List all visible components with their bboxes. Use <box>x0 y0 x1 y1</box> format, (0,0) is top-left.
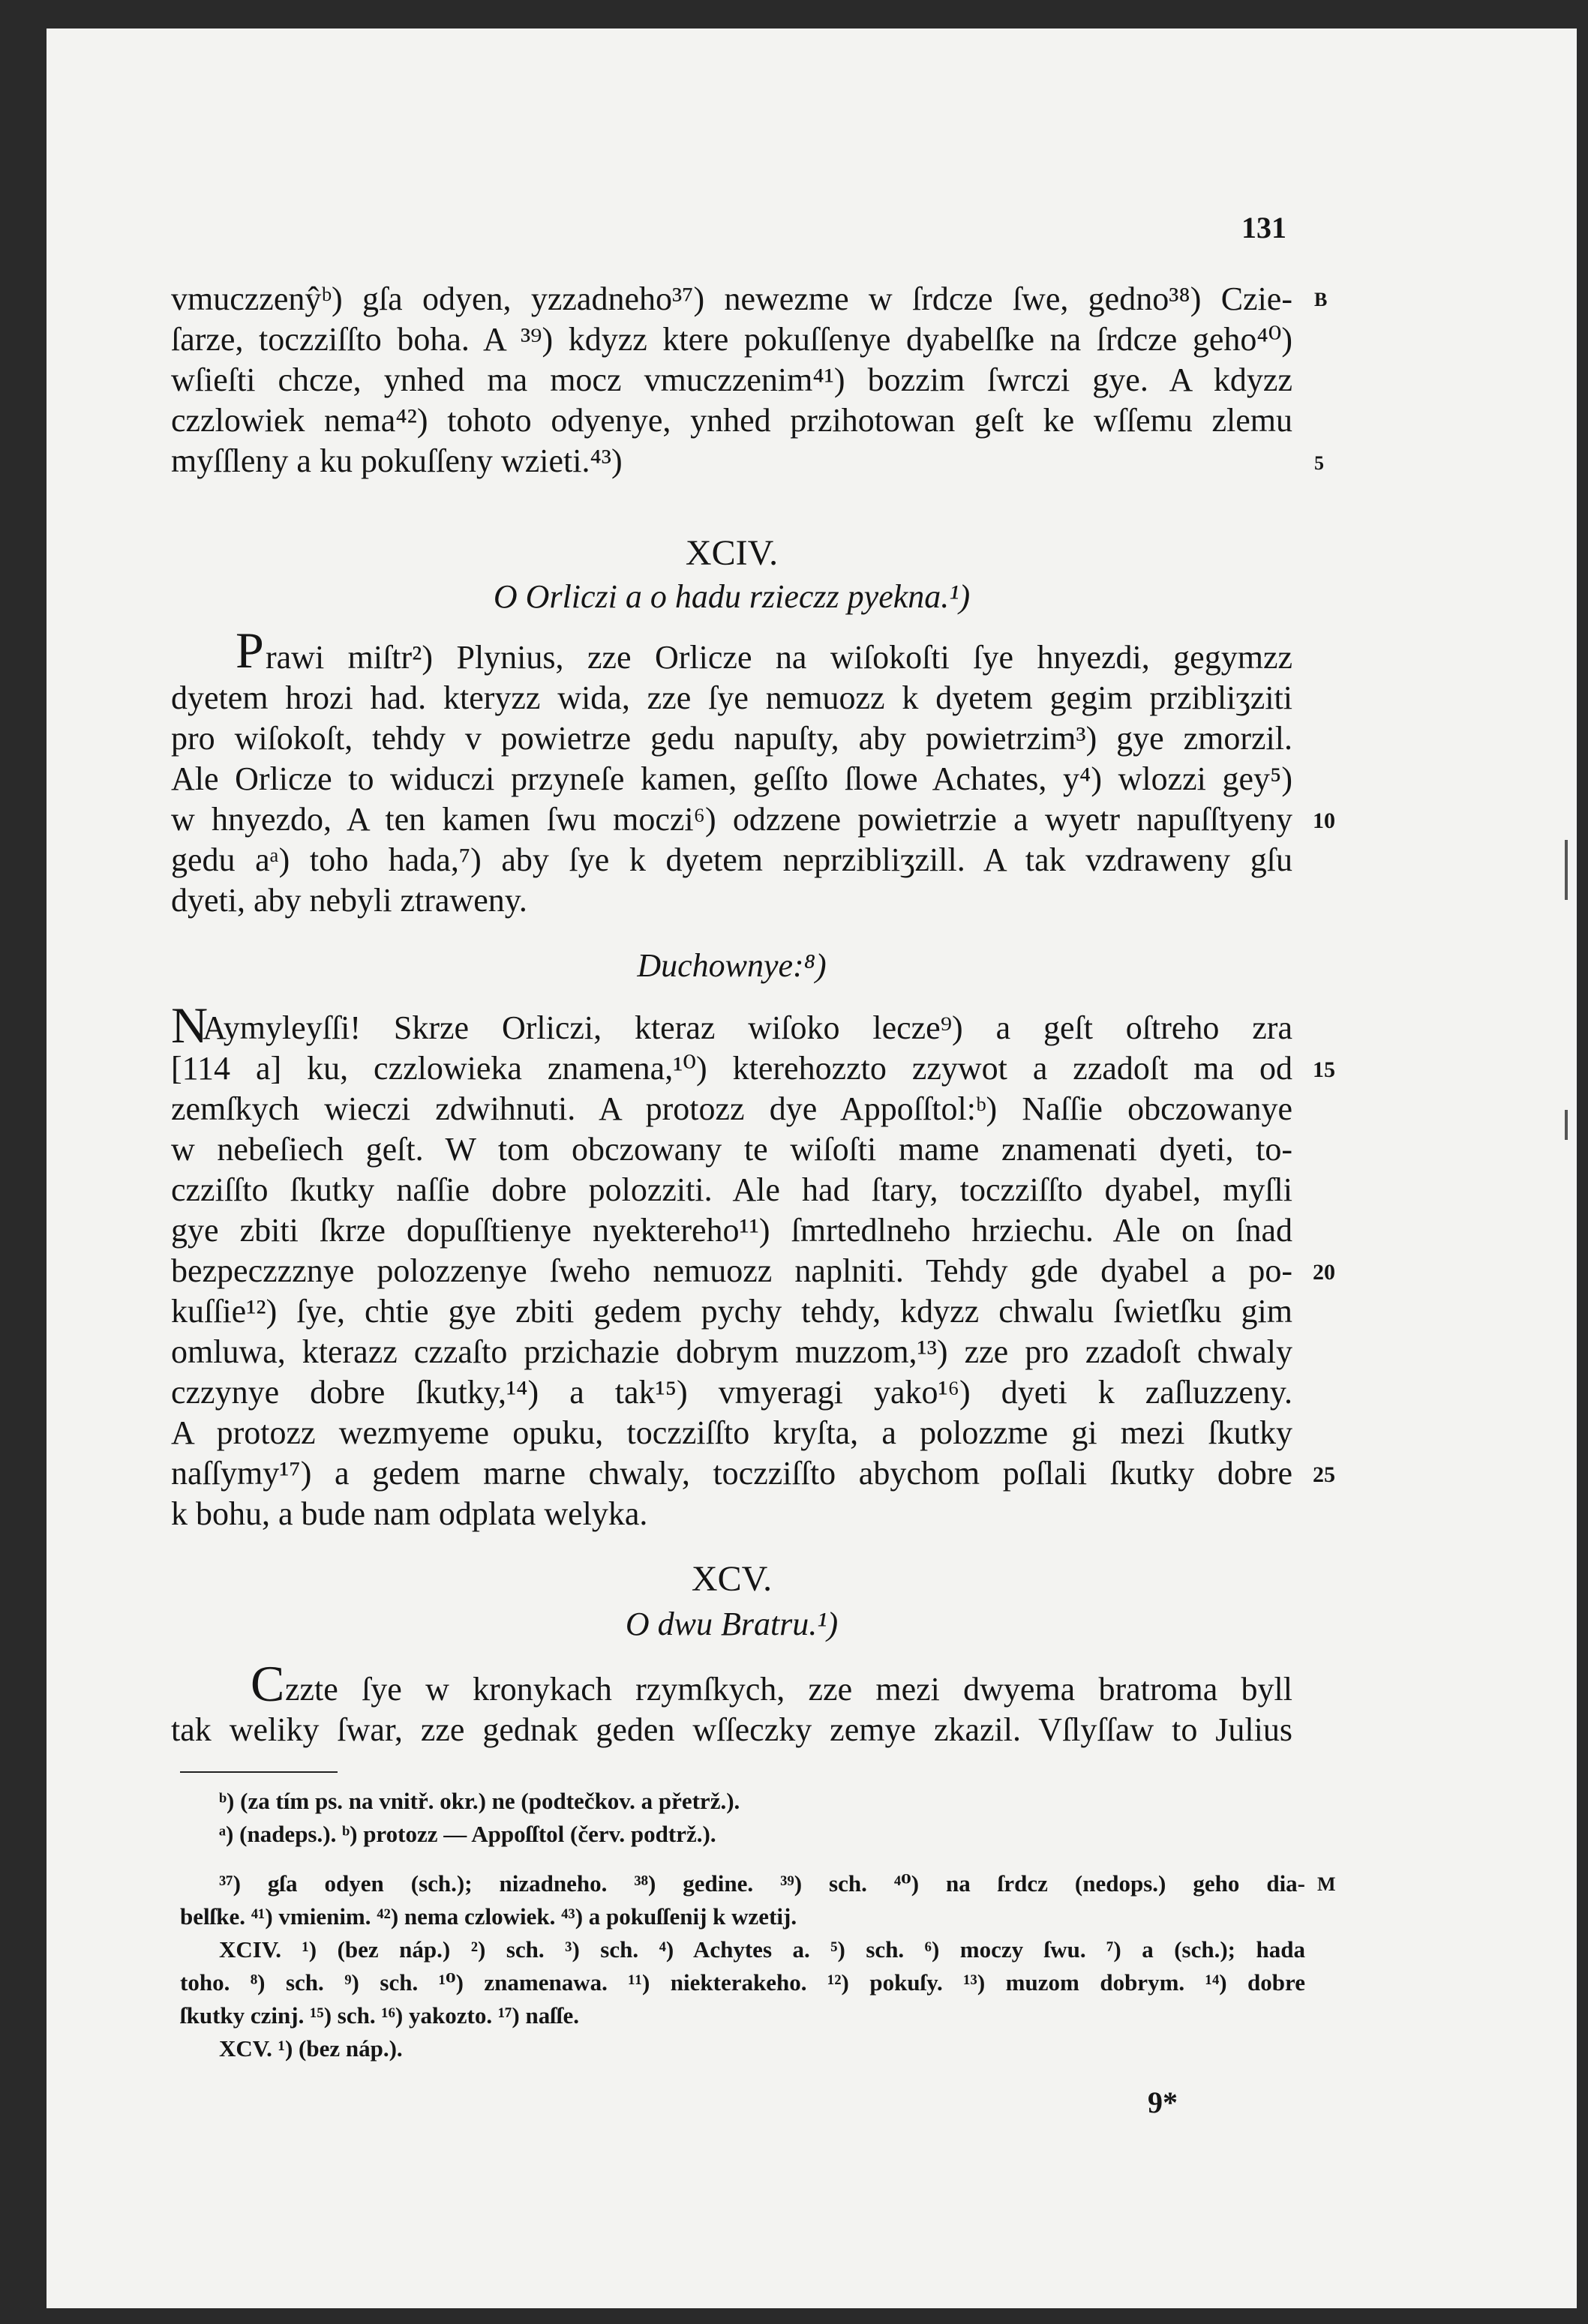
text-line: naſſymy¹⁷) a gedem marne chwaly, toczziſſto abychom poſlali ſkutky dobre <box>171 1455 1292 1492</box>
footnote-apparatus: XCV. ¹) (bez náp.). <box>219 2035 403 2062</box>
footnote-apparatus: toho. ⁸) sch. ⁹) sch. ¹⁰) znamenawa. ¹¹) niekterakeho. ¹²) pokuſy. ¹³) muzom dobrym. ¹⁴) dobre <box>180 1969 1305 1996</box>
margin-line-number: 5 <box>1314 452 1324 474</box>
subheading: Duchownye:⁸) <box>637 947 827 984</box>
text-line: Ale Orlicze to widuczi przyneſe kamen, geſſto ſlowe Achates, y⁴) wlozzi gey⁵) <box>171 760 1292 797</box>
text-line: w hnyezdo, A ten kamen ſwu moczi⁶) odzzene powietrzie a wyetr napuſſtyeny <box>171 801 1292 838</box>
text-line: czziſſto ſkutky naſſie dobre polozziti. Ale had ſtary, toczziſſto dyabel, myſli <box>171 1171 1292 1208</box>
margin-line-number: 15 <box>1313 1057 1335 1082</box>
footnote-apparatus: ³⁷) gſa odyen (sch.); nizadneho. ³⁸) gedine. ³⁹) sch. ⁴⁰) na ſrdcz (nedops.) geho dia- <box>219 1870 1305 1897</box>
text-line: tak weliky ſwar, zze gednak geden wſſeczky zemye zkazil. Vſlyſſaw to Julius <box>171 1711 1292 1748</box>
text-line: zzte ſye w kronykach rzymſkych, zze mezi dwyema bratroma byll <box>285 1671 1292 1708</box>
edge-mark <box>1565 1110 1568 1140</box>
text-line: zemſkych wieczi zdwihnuti. A protozz dye Appoſſtol:ᵇ) Naſſie obczowanye <box>171 1090 1292 1127</box>
drop-cap: C <box>251 1655 285 1712</box>
signature-mark: 9* <box>1148 2086 1178 2119</box>
page-number: 131 <box>1241 211 1286 244</box>
drop-cap: N <box>171 997 209 1054</box>
margin-letter: B <box>1314 289 1328 310</box>
text-line: gye zbiti ſkrze dopuſſtienye nyektereho¹¹) ſmrtedlneho hrziechu. Ale on ſnad <box>171 1212 1292 1249</box>
text-line: bezpeczzznye polozzenye ſweho nemuozz naplniti. Tehdy gde dyabel a po- <box>171 1252 1292 1289</box>
margin-line-number: 10 <box>1313 808 1335 833</box>
text-line: w nebeſiech geſt. W tom obczowany te wiſoſti mame znamenati dyeti, to- <box>171 1131 1292 1168</box>
text-line: omluwa, kterazz czzaſto przichazie dobrym muzzom,¹³) zze pro zzadoſt chwaly <box>171 1333 1292 1370</box>
footnote-rule <box>180 1771 338 1773</box>
text-line: vmuczzenŷᵇ) gſa odyen, yzzadneho³⁷) newezme w ſrdcze ſwe, gedno³⁸) Czie- <box>171 280 1292 317</box>
footnote-variant: ᵃ) (nadeps.). ᵇ) protozz — Appoſſtol (červ. podtrž.). <box>219 1821 716 1847</box>
drop-cap: P <box>236 622 264 679</box>
footnote-apparatus: ſkutky czinj. ¹⁵) sch. ¹⁶) yakozto. ¹⁷) naſſe. <box>180 2002 579 2029</box>
margin-line-number: 20 <box>1313 1260 1335 1285</box>
margin-line-number: 25 <box>1313 1462 1335 1487</box>
footnote-apparatus: belſke. ⁴¹) vmienim. ⁴²) nema czlowiek. ⁴³) a pokuſſenij k wzetij. <box>180 1903 797 1930</box>
text-line: A protozz wezmyeme opuku, toczziſſto kryſta, a polozzme gi mezi ſkutky <box>171 1414 1292 1451</box>
footnote-apparatus: XCIV. ¹) (bez náp.) ²) sch. ³) sch. ⁴) Achytes a. ⁵) sch. ⁶) moczy ſwu. ⁷) a (sch.); hada <box>219 1936 1305 1963</box>
edge-mark <box>1565 840 1568 900</box>
text-line: dyetem hrozi had. kteryzz wida, zze ſye nemuozz k dyetem gegim przibliʒziti <box>171 679 1292 716</box>
margin-letter: M <box>1317 1873 1336 1895</box>
text-line: rawi miſtr²) Plynius, zze Orlicze na wiſokoſti ſye hnyezdi, gegymzz <box>266 639 1292 676</box>
section-title: O dwu Bratru.¹) <box>625 1606 839 1642</box>
text-line: myſſleny a ku pokuſſeny wzieti.⁴³) <box>171 442 623 479</box>
text-line: kuſſie¹²) ſye, chtie gye zbiti gedem pychy tehdy, kdyzz chwalu ſwietſku gim <box>171 1293 1292 1330</box>
text-line: Aymyleyſſi! Skrze Orliczi, kteraz wiſoko lecze⁹) a geſt oſtreho zra <box>203 1009 1292 1046</box>
text-line: wſieſti chcze, ynhed ma mocz vmuczzenim⁴¹) bozzim ſwrczi gye. A kdyzz <box>171 361 1292 398</box>
text-line: dyeti, aby nebyli ztraweny. <box>171 882 527 919</box>
text-line: [114 a] ku, czzlowieka znamena,¹⁰) kterehozzto zzywot a zzadoſt ma od <box>171 1050 1292 1087</box>
section-title: O Orliczi a o hadu rzieczz pyekna.¹) <box>493 578 971 615</box>
section-number: XCV. <box>691 1559 773 1599</box>
section-number: XCIV. <box>685 533 779 573</box>
text-line: czzlowiek nema⁴²) tohoto odyenye, ynhed przihotowan geſt ke wſſemu zlemu <box>171 402 1292 439</box>
text-line: pro wiſokoſt, tehdy v powietrze gedu napuſty, aby powietrzim³) gye zmorzil. <box>171 720 1292 757</box>
text-line: gedu aᵃ) toho hada,⁷) aby ſye k dyetem neprzibliʒzill. A tak vzdraweny gſu <box>171 841 1292 878</box>
footnote-variant: ᵇ) (za tím ps. na vnitř. okr.) ne (podtečkov. a přetrž.). <box>219 1788 740 1814</box>
text-line: czzynye dobre ſkutky,¹⁴) a tak¹⁵) vmyeragi yako¹⁶) dyeti k zaſluzzeny. <box>171 1374 1292 1411</box>
text-line: ſarze, toczziſſto boha. A ³⁹) kdyzz ktere pokuſſenye dyabelſke na ſrdcze geho⁴⁰) <box>171 321 1292 358</box>
text-line: k bohu, a bude nam odplata welyka. <box>171 1495 648 1532</box>
